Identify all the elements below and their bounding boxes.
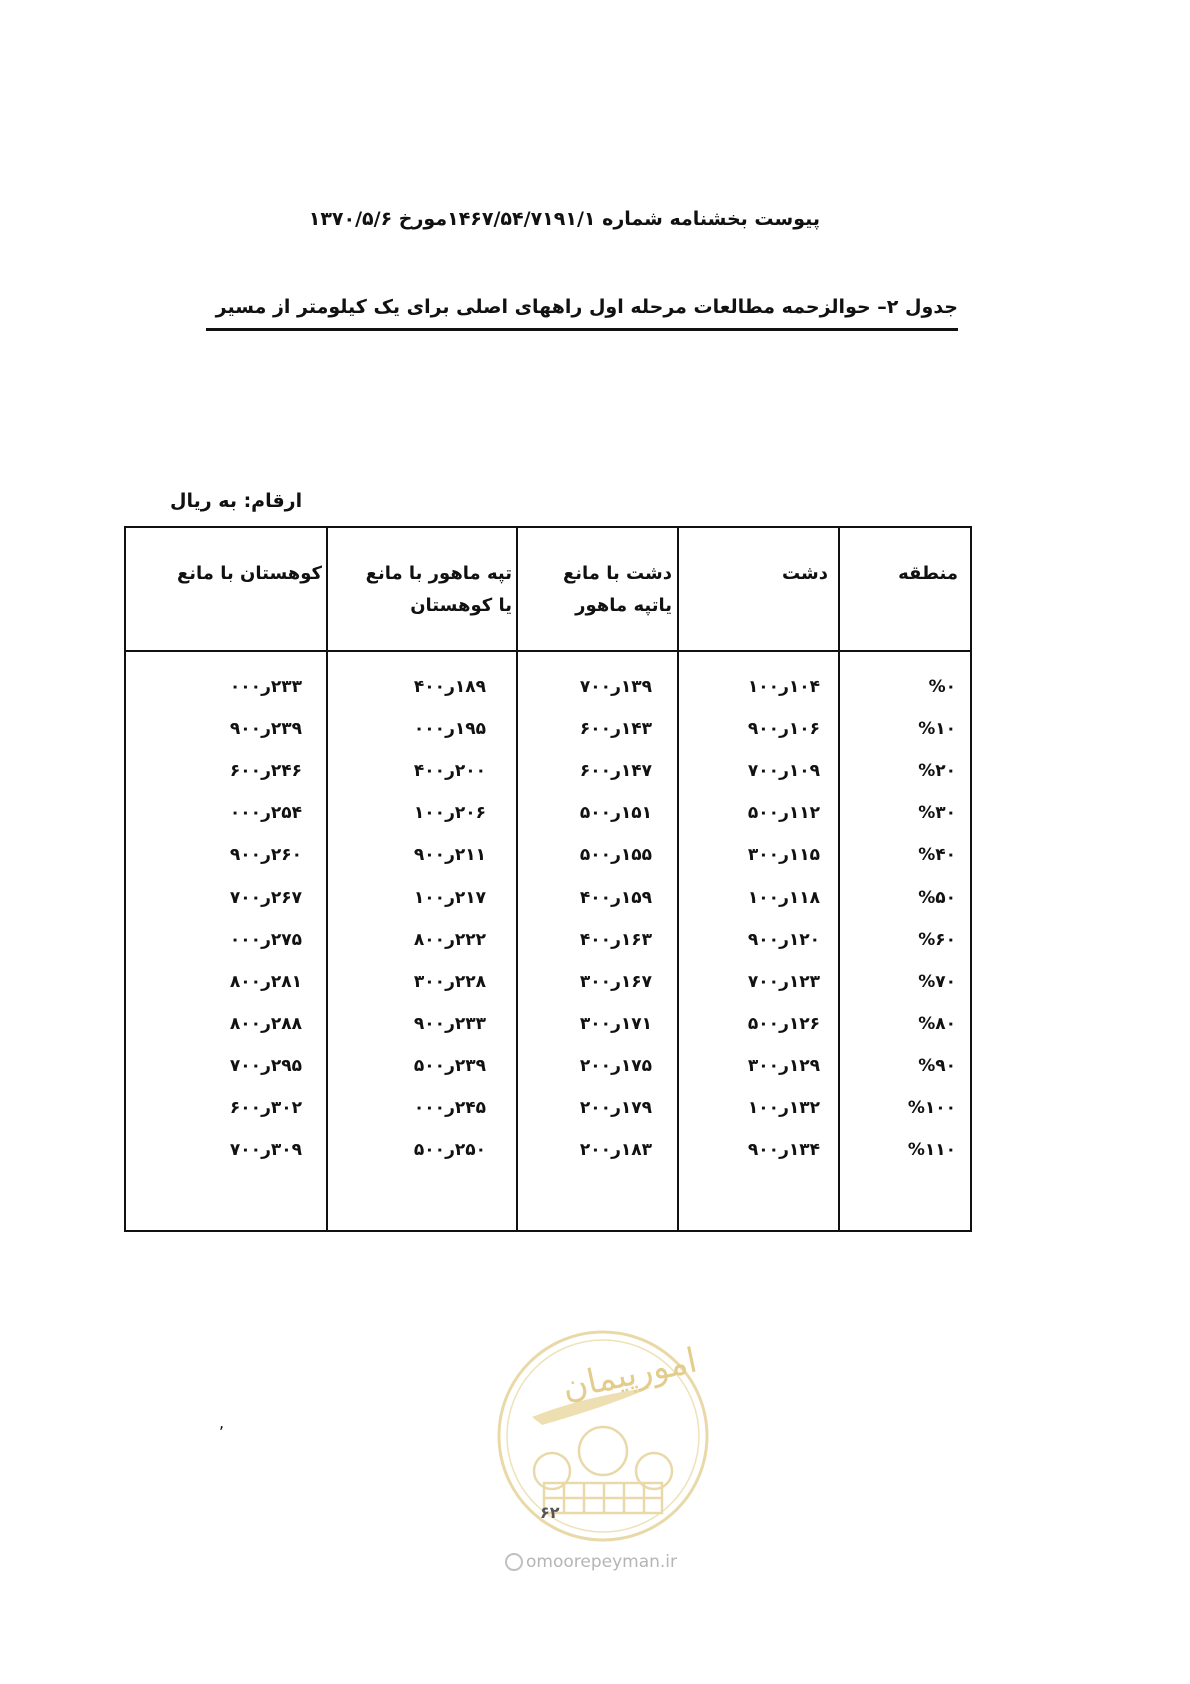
cell-region: %۳۰: [918, 803, 956, 824]
units-note: ارقام: به ریال: [170, 490, 303, 512]
cell-plain: ۱۱۲ر۵۰۰: [747, 803, 820, 824]
table-row: [126, 1051, 970, 1081]
watermark: [505, 1552, 677, 1572]
cell-hilly-mountain: ۲۳۳ر۹۰۰: [413, 1013, 486, 1034]
column-header-mountain: [136, 558, 322, 590]
column-header-region: [842, 558, 958, 590]
cell-plain: ۱۰۴ر۱۰۰: [747, 677, 820, 697]
column-header-line: دشت: [782, 563, 828, 584]
cell-mountain: ۲۵۴ر۰۰۰: [229, 803, 302, 824]
cell-hilly-mountain: ۲۲۲ر۸۰۰: [413, 929, 486, 950]
column-divider: [516, 528, 518, 1230]
table-row: [126, 840, 970, 870]
cell-plain-hilly: ۱۷۱ر۳۰۰: [579, 1013, 652, 1034]
cell-plain: ۱۳۴ر۹۰۰: [747, 1140, 820, 1161]
margin-mark: ,: [219, 1413, 225, 1432]
table-row: [126, 1093, 970, 1123]
table-row: [126, 714, 970, 744]
cell-plain: ۱۰۹ر۷۰۰: [747, 761, 820, 782]
stamp-logo-text: امورپیمان: [558, 1340, 701, 1408]
table-row: [126, 756, 970, 786]
cell-plain-hilly: ۱۶۷ر۳۰۰: [579, 971, 652, 992]
cell-plain-hilly: ۱۵۵ر۵۰۰: [579, 845, 652, 866]
cell-region: %۵۰: [918, 887, 956, 908]
cell-hilly-mountain: ۲۵۰ر۵۰۰: [413, 1140, 486, 1161]
cell-mountain: ۲۳۳ر۰۰۰: [229, 677, 302, 697]
cell-plain-hilly: ۱۸۳ر۲۰۰: [579, 1140, 652, 1161]
cell-plain-hilly: ۱۷۵ر۲۰۰: [579, 1055, 652, 1076]
at-icon: [505, 1553, 523, 1571]
cell-region: %۸۰: [918, 1013, 956, 1034]
header-divider: [126, 650, 970, 652]
cell-hilly-mountain: ۲۰۶ر۱۰۰: [413, 803, 486, 824]
column-header-line: منطقه: [898, 563, 958, 584]
cell-mountain: ۲۴۶ر۶۰۰: [229, 761, 302, 782]
cell-mountain: ۲۶۰ر۹۰۰: [229, 845, 302, 866]
column-header-plain: [682, 558, 828, 590]
cell-region: %۱۰۰: [907, 1098, 956, 1118]
cell-hilly-mountain: ۲۲۸ر۳۰۰: [413, 971, 486, 992]
cell-plain-hilly: ۱۵۹ر۴۰۰: [579, 887, 652, 908]
table-row: [126, 967, 970, 997]
cell-mountain: ۳۰۹ر۷۰۰: [229, 1140, 302, 1161]
cell-mountain: ۳۰۲ر۶۰۰: [229, 1098, 302, 1118]
cell-plain-hilly: ۱۶۳ر۴۰۰: [579, 929, 652, 950]
cell-plain-hilly: ۱۷۹ر۲۰۰: [579, 1098, 652, 1118]
cell-plain: ۱۲۳ر۷۰۰: [747, 971, 820, 992]
cell-plain: ۱۱۵ر۳۰۰: [747, 845, 820, 866]
cell-hilly-mountain: ۲۳۹ر۵۰۰: [413, 1055, 486, 1076]
column-divider: [677, 528, 679, 1230]
cell-region: %۷۰: [918, 971, 956, 992]
page-number: ۶۲: [540, 1503, 560, 1522]
cell-plain-hilly: ۱۵۱ر۵۰۰: [579, 803, 652, 824]
cell-mountain: ۲۸۱ر۸۰۰: [229, 971, 302, 992]
column-header-hilly-mountain: [330, 558, 512, 622]
column-divider: [326, 528, 328, 1230]
cell-mountain: ۲۷۵ر۰۰۰: [229, 929, 302, 950]
table-row: [126, 883, 970, 913]
cell-mountain: ۲۳۹ر۹۰۰: [229, 719, 302, 740]
fee-table: [124, 526, 972, 1232]
cell-plain: ۱۲۰ر۹۰۰: [747, 929, 820, 950]
column-header-line: کوهستان با مانع: [176, 563, 322, 584]
cell-plain: ۱۳۲ر۱۰۰: [747, 1098, 820, 1118]
cell-region: %۹۰: [918, 1055, 956, 1076]
cell-region: %۶۰: [918, 929, 956, 950]
table-title: جدول ۲– حوالزحمه مطالعات مرحله اول راههای اصلی برای یک کیلومتر از مسیر: [206, 296, 958, 331]
cell-region: %۱۱۰: [907, 1140, 956, 1161]
cell-region: %۲۰: [918, 761, 956, 782]
cell-hilly-mountain: ۲۱۱ر۹۰۰: [413, 845, 486, 866]
cell-mountain: ۲۹۵ر۷۰۰: [229, 1055, 302, 1076]
cell-plain: ۱۱۸ر۱۰۰: [747, 887, 820, 908]
table-row: [126, 1009, 970, 1039]
cell-mountain: ۲۸۸ر۸۰۰: [229, 1013, 302, 1034]
column-header-line: دشت با مانع: [562, 563, 672, 584]
stamp-logo: [492, 1325, 714, 1547]
cell-region: %۰: [928, 677, 956, 697]
table-row: [126, 672, 970, 702]
cell-plain: ۱۲۶ر۵۰۰: [747, 1013, 820, 1034]
cell-hilly-mountain: ۲۰۰ر۴۰۰: [413, 761, 486, 782]
attachment-reference: پیوست بخشنامه شماره ۱۴۶۷/۵۴/۷۱۹۱/۱مورخ ۱۳۷۰/۵/۶: [308, 208, 820, 230]
column-header-plain-hilly: [522, 558, 672, 622]
table-row: [126, 925, 970, 955]
cell-plain: ۱۰۶ر۹۰۰: [747, 719, 820, 740]
column-header-line: یا کوهستان: [410, 595, 512, 616]
cell-hilly-mountain: ۱۹۵ر۰۰۰: [413, 719, 486, 740]
watermark-text: omoorepeyman.ir: [526, 1552, 678, 1572]
cell-plain-hilly: ۱۴۳ر۶۰۰: [579, 719, 652, 740]
cell-mountain: ۲۶۷ر۷۰۰: [229, 887, 302, 908]
column-header-line: تپه ماهور با مانع: [365, 563, 512, 584]
cell-plain-hilly: ۱۳۹ر۷۰۰: [579, 677, 652, 697]
cell-region: %۱۰: [918, 719, 956, 740]
cell-region: %۴۰: [918, 845, 956, 866]
cell-plain: ۱۲۹ر۳۰۰: [747, 1055, 820, 1076]
column-divider: [838, 528, 840, 1230]
cell-plain-hilly: ۱۴۷ر۶۰۰: [579, 761, 652, 782]
table-row: [126, 798, 970, 828]
cell-hilly-mountain: ۲۴۵ر۰۰۰: [413, 1098, 486, 1118]
cell-hilly-mountain: ۱۸۹ر۴۰۰: [413, 677, 486, 697]
table-row: [126, 1135, 970, 1165]
cell-hilly-mountain: ۲۱۷ر۱۰۰: [413, 887, 486, 908]
column-header-line: یاتپه ماهور: [575, 595, 672, 616]
